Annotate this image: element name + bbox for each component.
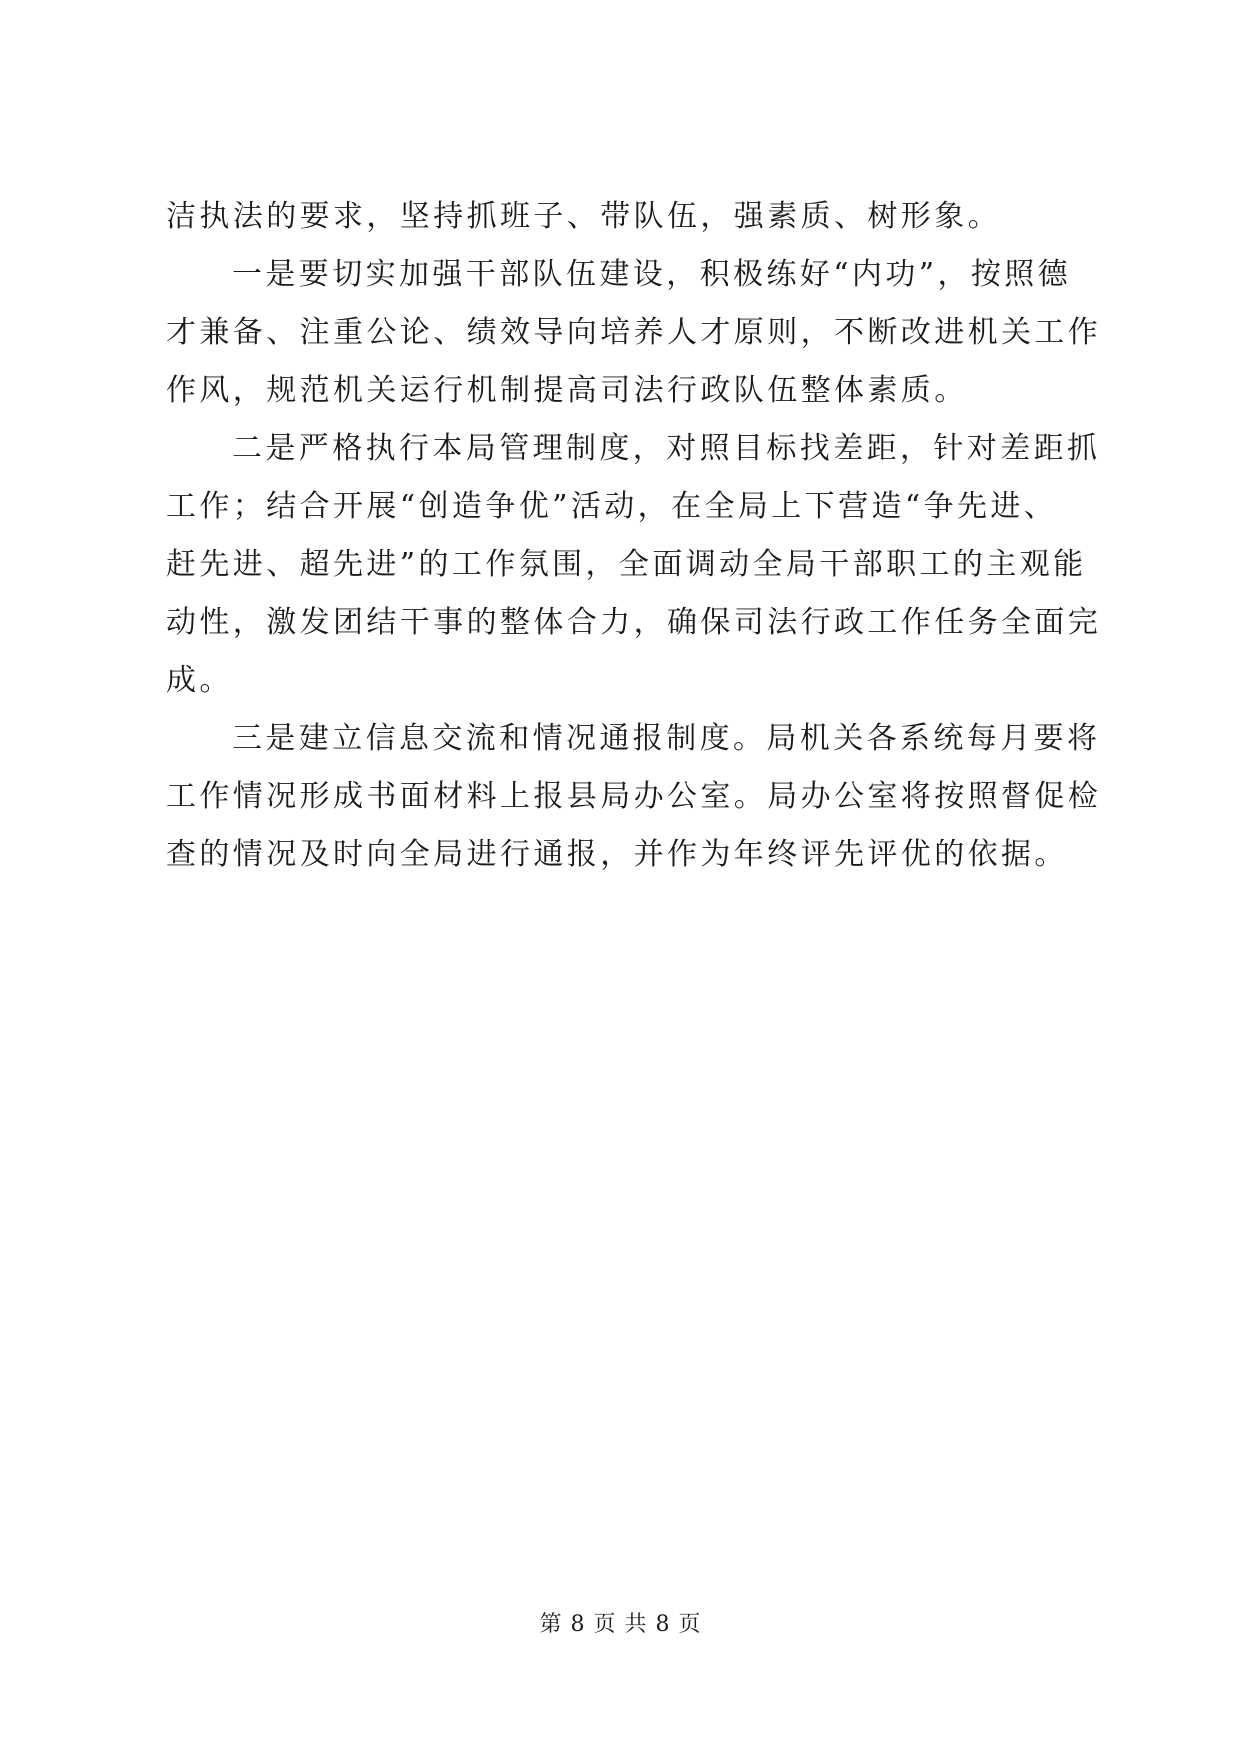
paragraph-line: 查的情况及时向全局进行通报，并作为年终评先评优的依据。 xyxy=(166,837,1068,872)
paragraph-line: 赶先进、超先进”的工作氛围，全面调动全局干部职工的主观能 xyxy=(166,547,1087,582)
paragraph-line: 工作；结合开展“创造争优”活动，在全局上下营造“争先进、 xyxy=(166,489,1058,524)
paragraph-line: 成。 xyxy=(166,663,233,698)
paragraph-line: 动性，激发团结干事的整体合力，确保司法行政工作任务全面完 xyxy=(166,605,1102,640)
paragraph-line: 工作情况形成书面材料上报县局办公室。局办公室将按照督促检 xyxy=(166,779,1102,814)
paragraph-line: 二是严格执行本局管理制度，对照目标找差距，针对差距抓 xyxy=(232,431,1101,466)
paragraph-line: 作风，规范机关运行机制提高司法行政队伍整体素质。 xyxy=(166,373,968,408)
paragraph-line: 洁执法的要求，坚持抓班子、带队伍，强素质、树形象。 xyxy=(166,199,1001,234)
paragraph-line: 才兼备、注重公论、绩效导向培养人才原则，不断改进机关工作 xyxy=(166,315,1102,350)
page-number-footer: 第 8 页 共 8 页 xyxy=(539,1612,702,1637)
paragraph-line: 一是要切实加强干部队伍建设，积极练好“内功”，按照德 xyxy=(232,257,1072,292)
paragraph-line: 三是建立信息交流和情况通报制度。局机关各系统每月要将 xyxy=(232,721,1101,756)
document-body xyxy=(166,188,1102,884)
